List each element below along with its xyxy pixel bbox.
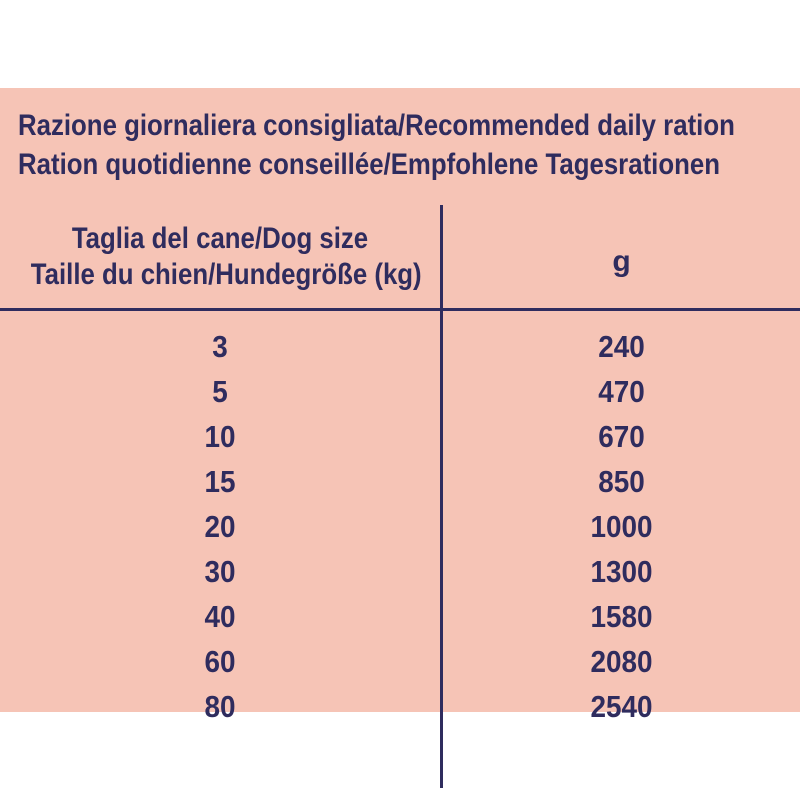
size-cell: 15 bbox=[204, 464, 236, 499]
grams-cell: 1300 bbox=[590, 554, 653, 589]
grams-cell: 2080 bbox=[590, 644, 653, 679]
size-cell: 20 bbox=[204, 509, 236, 544]
grams-cell: 1000 bbox=[590, 509, 653, 544]
size-cell: 60 bbox=[204, 644, 236, 679]
title-line-2: Ration quotidienne conseillée/Empfohlene Tagesrationen bbox=[18, 148, 720, 181]
size-cell: 80 bbox=[204, 689, 236, 724]
dog-size-header bbox=[0, 221, 440, 293]
grams-cell: 670 bbox=[598, 419, 645, 454]
title-line-1: Razione giornaliera consigliata/Recommended daily ration bbox=[18, 109, 735, 142]
dog-size-header-line-1: Taglia del cane/Dog size bbox=[71, 222, 369, 255]
grams-column bbox=[443, 324, 800, 729]
size-cell: 40 bbox=[204, 599, 236, 634]
size-cell: 30 bbox=[204, 554, 236, 589]
ration-table-panel bbox=[0, 88, 800, 724]
size-cell: 10 bbox=[204, 419, 236, 454]
dog-size-header-line-2: Taille du chien/Hundegröße (kg) bbox=[30, 258, 422, 291]
grams-cell: 240 bbox=[598, 329, 645, 364]
grams-header: g bbox=[612, 245, 631, 278]
grams-cell: 2540 bbox=[590, 689, 653, 724]
grams-cell: 1580 bbox=[590, 599, 653, 634]
grams-cell: 850 bbox=[598, 464, 645, 499]
header-divider bbox=[0, 308, 800, 311]
size-cell: 5 bbox=[212, 374, 228, 409]
grams-cell: 470 bbox=[598, 374, 645, 409]
dog-size-column bbox=[0, 324, 440, 729]
size-cell: 3 bbox=[212, 329, 228, 364]
